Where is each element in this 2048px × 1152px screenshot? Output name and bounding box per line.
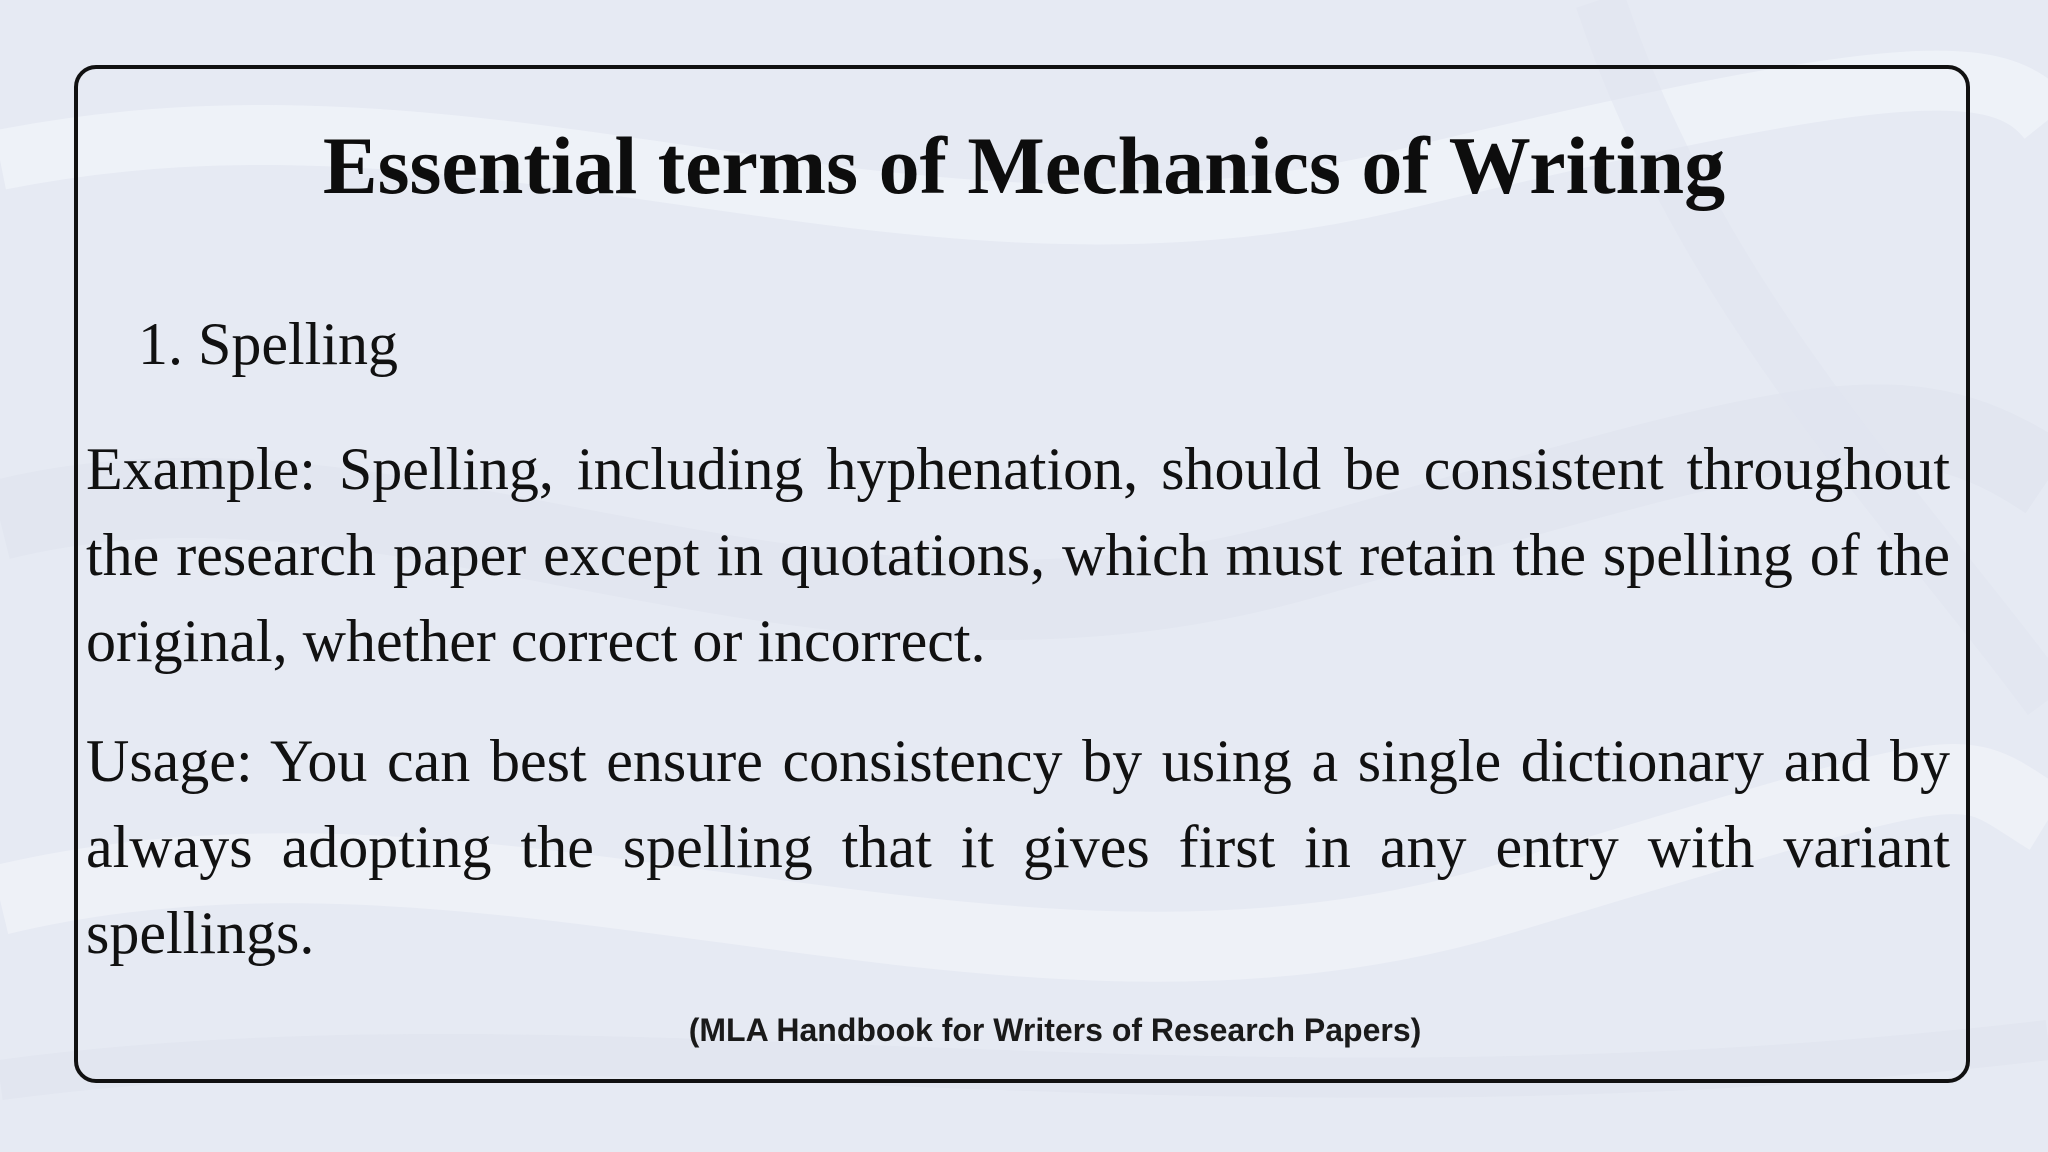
usage-paragraph: Usage: You can best ensure consistency by using a single dictionary and by always adopting the spelling that it gives first in any entry with variant spellings. [86, 728, 1950, 966]
citation-source: (MLA Handbook for Writers of Research Papers) [688, 1012, 1422, 1048]
slide-title: Essential terms of Mechanics of Writing [322, 120, 1726, 211]
list-item-heading: 1. Spelling [138, 311, 399, 377]
example-paragraph: Example: Spelling, including hyphenation, should be consistent throughout the research paper except in quotations, which must retain the spelling of the original, whether correct or incorrect. [86, 436, 1950, 674]
